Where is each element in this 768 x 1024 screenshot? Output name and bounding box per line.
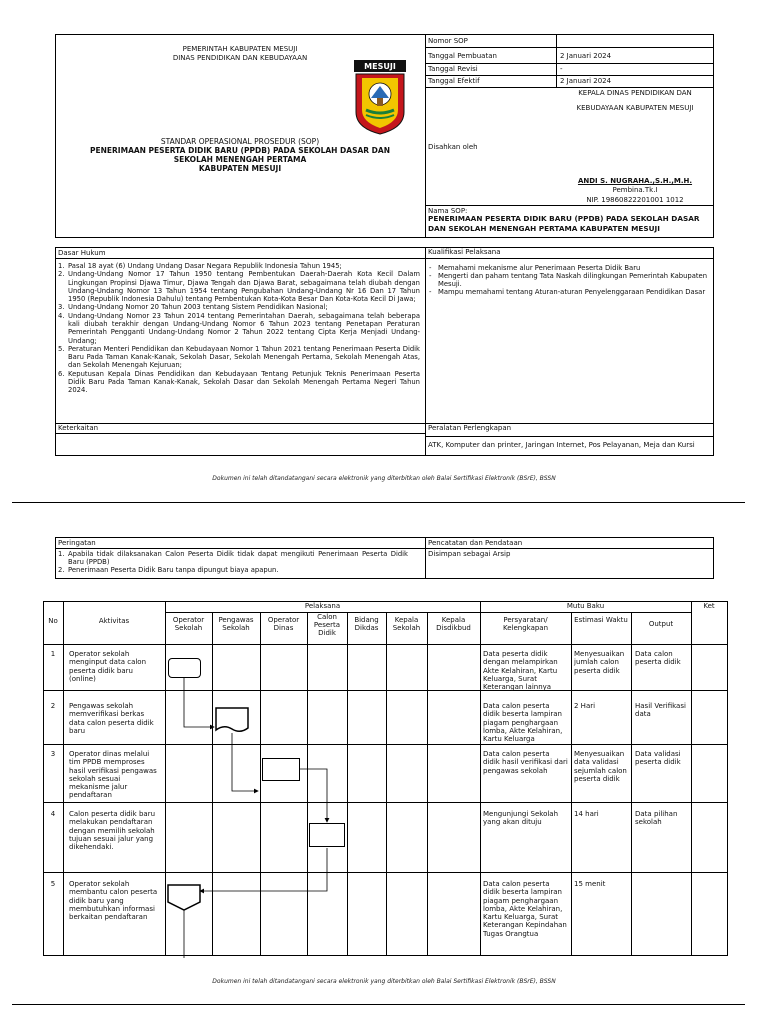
dasar-hukum-label: Dasar Hukum <box>58 249 106 257</box>
gov-name: PEMERINTAH KABUPATEN MESUJI <box>182 45 298 53</box>
header-ket: Ket <box>703 602 715 610</box>
row-aktivitas: Operator dinas melalui tim PPDB memproses hasil verifikasi pengawas sekolah sesuai mekanisme jalur pendaftaran <box>69 750 157 800</box>
pencatatan-value: Disimpan sebagai Arsip <box>428 550 511 558</box>
flow-document-shape <box>215 707 249 734</box>
header-estimasi: Estimasi Waktu <box>574 616 628 624</box>
row-persyaratan: Data peserta didik dengan melampirkan Akte Kelahiran, Kartu Keluarga, Surat Keterangan lainnya <box>483 650 558 691</box>
row-aktivitas: Operator sekolah menginput data calon peserta didik baru (online) <box>69 650 147 683</box>
tanggal-pembuatan-value: 2 Januari 2024 <box>560 52 612 60</box>
tanggal-pembuatan-label: Tanggal Pembuatan <box>428 52 497 60</box>
nomor-sop-label: Nomor SOP <box>428 37 468 45</box>
sop-name-line2: SEKOLAH MENENGAH PERTAMA <box>173 155 307 164</box>
row-aktivitas: Calon peserta didik baru melakukan pendaftaran dengan memilih sekolah tujuan sesuai jalur yang dikehendaki. <box>69 810 156 851</box>
keterkaitan-label: Keterkaitan <box>58 424 99 432</box>
tanggal-revisi-value: - <box>560 65 563 73</box>
kualifikasi-item: - Mengerti dan paham tentang Tata Naskah dilingkungan Pemerintah Kabupaten Mesuji. <box>428 272 710 288</box>
flow-process-calon-peserta <box>309 823 345 847</box>
header-no: No <box>48 617 58 625</box>
kualifikasi-label: Kualifikasi Pelaksana <box>428 248 501 256</box>
dasar-hukum-text: Undang-Undang Nomor 20 Tahun 2003 tentang Sistem Pendidikan Nasional; <box>68 303 328 312</box>
row-aktivitas: Pengawas sekolah memverifikasi berkas data calon peserta didik baru <box>69 702 154 735</box>
header-output: Output <box>648 620 674 628</box>
flow-start-terminator <box>168 658 201 678</box>
row-estimasi-waktu: Menyesuaikan data validasi sejumlah calon peserta didik <box>574 750 627 783</box>
dasar-hukum-text: Pasal 18 ayat (6) Undang Undang Dasar Negara Republik Indonesia Tahun 1945; <box>68 262 342 270</box>
row-output: Data validasi peserta didik <box>635 750 681 767</box>
logo-text: MESUJI <box>364 62 396 71</box>
signer-name: ANDI S. NUGRAHA.,S.H.,M.H. <box>577 177 693 185</box>
nama-sop-line1: PENERIMAAN PESERTA DIDIK BARU (PPDB) PADA SEKOLAH DASAR <box>428 214 700 223</box>
header-actor-1: Pengawas Sekolah <box>218 616 254 633</box>
header-actor-5: Kepala Sekolah <box>392 616 421 633</box>
signer-role-line1: KEPALA DINAS PENDIDIKAN DAN <box>578 89 692 97</box>
signer-rank: Pembina.Tk.I <box>612 186 658 194</box>
header-pelaksana: Pelaksana <box>304 602 341 610</box>
row-persyaratan: Mengunjungi Sekolah yang akan dituju <box>483 810 559 827</box>
row-estimasi-waktu: 2 Hari <box>574 702 596 710</box>
dasar-hukum-number: 3. <box>58 303 65 312</box>
header-actor-0: Operator Sekolah <box>172 616 205 633</box>
dept-name: DINAS PENDIDIKAN DAN KEBUDAYAAN <box>172 54 308 62</box>
header-actor-6: Kepala Disdikbud <box>436 616 471 633</box>
header-actor-2: Operator Dinas <box>267 616 300 633</box>
row-no: 2 <box>50 702 56 710</box>
row-estimasi-waktu: 15 menit <box>574 880 606 888</box>
sop-title: STANDAR OPERASIONAL PROSEDUR (SOP) <box>160 137 320 146</box>
row-aktivitas: Operator sekolah membantu calon peserta didik baru yang membutuhkan informasi berkaitan pendaftaran <box>69 880 158 921</box>
peringatan-number: 2. <box>58 566 65 575</box>
nama-sop-label: Nama SOP: <box>428 207 468 215</box>
row-no: 1 <box>50 650 56 658</box>
row-estimasi-waktu: Menyesuaikan jumlah calon peserta didik <box>574 650 625 675</box>
page1-footer: Dokumen ini telah ditandatangani secara elektronik yang diterbitkan oleh Balai Sertifikasi Elektronik (BSrE), BSSN <box>212 475 556 482</box>
signer-role-line2: KEBUDAYAAN KABUPATEN MESUJI <box>576 104 694 112</box>
peralatan-label: Peralatan Perlengkapan <box>428 424 512 432</box>
kualifikasi-item: - Memahami mekanisme alur Penerimaan Peserta Didik Baru <box>428 264 710 272</box>
nama-sop-line2: DAN SEKOLAH MENENGAH PERTAMA KABUPATEN MESUJI <box>428 224 660 233</box>
row-output: Data pilihan sekolah <box>635 810 678 827</box>
dasar-hukum-text: Peraturan Menteri Pendidikan dan Kebudayaan Nomor 1 Tahun 2021 tentang Penerimaan Peserta Didik Baru Pada Taman Kanak-Kanak, Sekolah Dasar, Sekolah Menengah Pertama, Sekolah Menengah Atas, dan Sekolah Menengah Kejuruan; <box>68 344 420 370</box>
page-separator-bottom <box>12 1004 745 1005</box>
page2-footer: Dokumen ini telah ditandatangani secara elektronik yang diterbitkan oleh Balai Sertifikasi Elektronik (BSrE), BSSN <box>212 978 556 985</box>
row-output: Data calon peserta didik <box>635 650 681 667</box>
dasar-hukum-text: Keputusan Kepala Dinas Pendidikan dan Kebudayaan Tentang Petunjuk Teknis Penerimaan Peserta Didik Baru Pada Taman Kanak-Kanak, Sekolah Dasar dan Sekolah Menengah Pertama Negeri Tahun 2024. <box>68 369 420 395</box>
row-persyaratan: Data calon peserta didik beserta lampiran piagam penghargaan lomba, Akte Kelahiran, Kartu Keluarga <box>483 702 563 743</box>
dasar-hukum-number: 4. <box>58 311 65 320</box>
connector-2-3 <box>232 733 258 791</box>
kualifikasi-item: - Mampu memahami tentang Aturan-aturan Penyelenggaraan Pendidikan Dasar <box>428 288 710 296</box>
row-no: 5 <box>50 880 56 888</box>
row-estimasi-waktu: 14 hari <box>574 810 599 818</box>
dasar-hukum-number: 5. <box>58 344 65 353</box>
tanggal-efektif-label: Tanggal Efektif <box>428 77 480 85</box>
dasar-hukum-number: 2. <box>58 270 65 279</box>
row-persyaratan: Data calon peserta didik hasil verifikasi dari pengawas sekolah <box>483 750 568 775</box>
row-persyaratan: Data calon peserta didik beserta lampiran piagam penghargaan lomba, Akte Kelahiran, Kartu Keluarga, Surat Keterangan Kepindahan Tugas Orangtua <box>483 880 567 938</box>
peringatan-label: Peringatan <box>58 539 96 547</box>
header-mutu-baku: Mutu Baku <box>566 602 605 610</box>
dasar-hukum-number: 1. <box>58 262 65 270</box>
row-output: Hasil Verifikasi data <box>635 702 686 719</box>
header-aktivitas: Aktivitas <box>98 617 130 625</box>
peringatan-text: Apabila tidak dilaksanakan Calon Peserta Didik tidak dapat mengikuti Penerimaan Peserta Didik Baru (PPDB) <box>68 550 408 567</box>
sop-name-line1: PENERIMAAN PESERTA DIDIK BARU (PPDB) PADA SEKOLAH DASAR DAN <box>90 146 390 155</box>
flow-process-operator-dinas <box>262 758 300 781</box>
dasar-hukum-number: 6. <box>58 369 65 378</box>
connector-1-2 <box>184 678 214 727</box>
peralatan-value: ATK, Komputer dan printer, Jaringan Internet, Pos Pelayanan, Meja dan Kursi <box>428 441 695 449</box>
peringatan-text: Penerimaan Peserta Didik Baru tanpa dipungut biaya apapun. <box>68 566 279 575</box>
sop-name-line3: KABUPATEN MESUJI <box>198 164 282 173</box>
flow-offpage-connector <box>167 884 201 911</box>
header-persyaratan: Persyaratan/ Kelengkapan <box>502 616 549 633</box>
row-no: 4 <box>50 810 56 818</box>
tanggal-efektif-value: 2 Januari 2024 <box>560 77 612 85</box>
tanggal-revisi-label: Tanggal Revisi <box>428 65 478 73</box>
header-actor-3: Calon Peserta Didik <box>313 613 341 638</box>
header-actor-4: Bidang Dikdas <box>354 616 379 633</box>
disahkan-label: Disahkan oleh <box>428 143 478 151</box>
connector-4-5 <box>200 848 327 891</box>
dasar-hukum-text: Undang-Undang Nomor 23 Tahun 2014 tentang Pemerintahan Daerah, sebagaimana telah beberapa kali diubah terakhir dengan Undang-Undang Nomor 6 Tahun 2023 tentang Penetapan Peraturan Pemerintah Pengganti Undang-Undang Nomor 2 Tahun 2022 tentang Cipta Kerja Menjadi Undang-Undang; <box>68 311 420 345</box>
connector-3-4 <box>300 769 327 822</box>
peringatan-number: 1. <box>58 550 65 558</box>
dasar-hukum-text: Undang-Undang Nomor 17 Tahun 1950 tentang Pembentukan Daerah-Daerah Kota Kecil Dalam Lingkungan Propinsi Djawa Timur, Djawa Tengah dan Djawa Barat, sebagaimana telah diubah dengan Undang-Undang Nomor 13 Tahun 1954 tentang Pengubahan Undang-Undang Nr 16 Dan 17 Tahun 1950 (Republik Indonesia Dahulu) tentang Pembentukan Kota-Kota Besar Dan Kota-Kota Kecil Di Jawa; <box>68 270 420 304</box>
row-no: 3 <box>50 750 56 758</box>
signer-nip: NIP. 19860822201001 1012 <box>586 196 684 204</box>
pencatatan-label: Pencatatan dan Pendataan <box>428 539 523 547</box>
